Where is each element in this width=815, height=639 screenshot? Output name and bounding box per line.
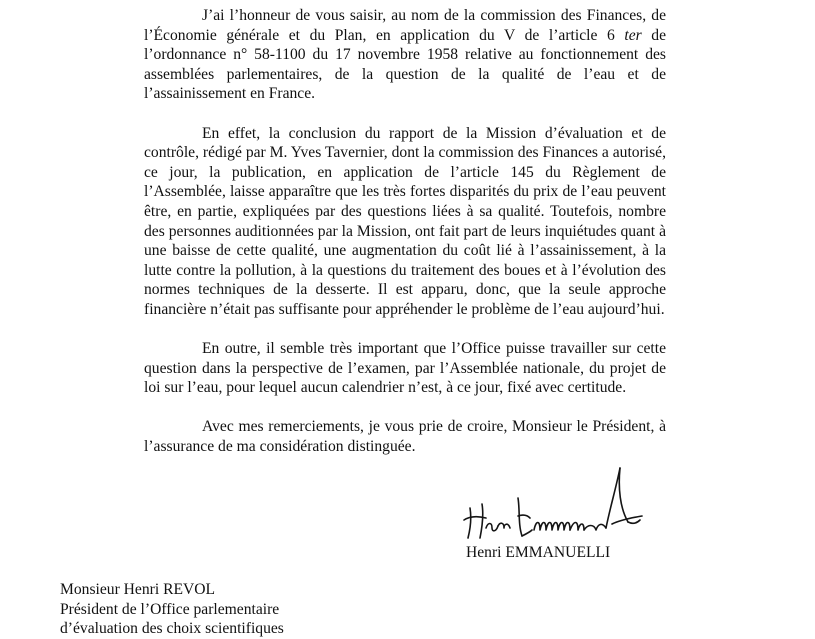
recipient-line-title: Président de l’Office parlementaire xyxy=(60,600,280,618)
signature-scribble-icon xyxy=(460,458,660,544)
handwritten-signature xyxy=(460,458,660,544)
letter-body xyxy=(144,6,666,457)
paragraph-closing: Avec mes remerciements, je vous prie de croire, Monsieur le Président, à l’assurance de ma considération distinguée. xyxy=(144,418,666,456)
recipient-line-name: Monsieur Henri REVOL xyxy=(60,581,216,598)
paragraph-conclusion-rapport: En effet, la conclusion du rapport de la Mission d’évaluation et de contrôle, rédigé par M. Yves Tavernier, dont la commission des Finances a autorisé, ce jour, la publication, en application de l’article 145 du Règlement de l’Assemblée, laisse apparaître que les très fortes disparités du prix de l’eau peuvent être, en partie, expliquées par des questions liées à sa qualité. Toutefois, nombre des personnes auditionnées par la Mission, ont fait part de leurs inquiétudes quant à une baisse de cette qualité, une augmentation du coût lié à l’assainissement, à la lutte contre la pollution, à la questions du traitement des boues et à l’évolution des normes techniques de la desserte. Il est apparu, donc, que la seule approche financière n’était pas suffisante pour appréhender le problème de l’eau aujourd’hui. xyxy=(144,124,666,318)
paragraph-projet-de-loi: En outre, il semble très important que l’Office puisse travailler sur cette question dans la perspective de l’examen, par l’Assemblée nationale, du projet de loi sur l’eau, pour lequel aucun calendrier n’est, à ce jour, fixé avec certitude. xyxy=(144,340,666,397)
paragraph-saisine: J’ai l’honneur de vous saisir, au nom de la commission des Finances, de l’Économie générale et du Plan, en application du V de l’article 6 ter de l’ordonnance n° 58-1100 du 17 novembre 1958 relative au fonctionnement des assemblées parlementaires, de la question de la qualité de l’eau et de l’assainissement en France. xyxy=(144,7,666,103)
recipient-line-office: d’évaluation des choix scientifiques xyxy=(60,620,284,638)
signer-name: Henri EMMANUELLI xyxy=(466,544,611,561)
